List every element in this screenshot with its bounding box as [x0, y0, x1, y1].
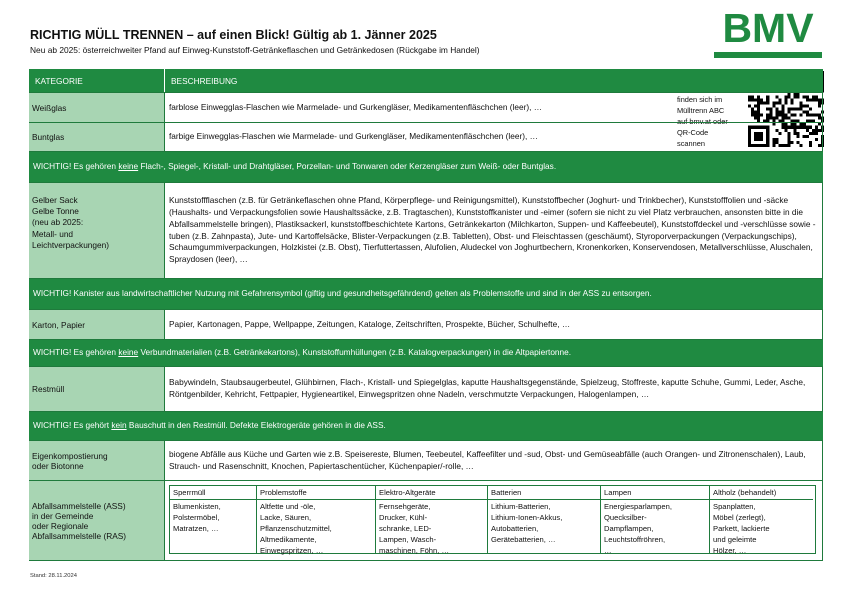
category-restmuell: Restmüll	[29, 367, 164, 411]
warning-glas: WICHTIG! Es gehören keine Flach-, Spiegel-, Kristall- und Drahtgläser, Porzellan- und Tonwaren oder Kerzengläser zum Weiß- oder Buntglas.	[29, 152, 823, 183]
table-header	[29, 69, 823, 93]
ass-col-sperrmuell: Sperrmüll Blumenkisten, Polstermöbel, Matratzen, …	[170, 486, 256, 553]
description-restmuell: Babywindeln, Staubsaugerbeutel, Glühbirnen, Flach-, Kristall- und Spiegelglas, kaputte Haushaltsgegenstände, Spielzeug, Stoffreste, kaputte Schuhe, Gummi, Leder, Asche, Röntgenbilder, Kehricht, Fettpapier, Hygieneartikel, Einwegspritzen ohne Nadeln, verschmutzte Verpackungen, Halogenlampen, …	[164, 367, 823, 411]
header-category: KATEGORIE	[35, 75, 83, 86]
svg-text:BMV: BMV	[722, 8, 814, 51]
warning-papier: WICHTIG! Es gehören keine Verbundmaterialien (z.B. Getränkekartons), Kunststoffumhüllungen (z.B. Katalogverpackungen) in die Altpapiertonne.	[29, 340, 823, 367]
row-buntglas	[29, 123, 823, 152]
ass-col-lampen: Lampen Energiesparlampen, Quecksilber- Dampflampen, Leuchtstoffröhren, …	[600, 486, 709, 553]
ass-col-altholz: Altholz (behandelt) Spanplatten, Möbel (zerlegt), Parkett, lackierte und geleimte Hölzer, …	[709, 486, 813, 553]
category-gelber-sack: Gelber Sack Gelbe Tonne (neu ab 2025: Metall- und Leichtverpackungen)	[29, 183, 164, 278]
warning-kanister: WICHTIG! Kanister aus landwirtschaftlicher Nutzung mit Gefahrensymbol (giftig und gesundheitsgefährdend) gelten als Problemstoffe und sind in der ASS zu entsorgen.	[29, 279, 823, 310]
row-restmuell	[29, 367, 823, 412]
ass-col-batterien: Batterien Lithium-Batterien, Lithium-Ionen-Akkus, Autobatterien, Gerätebatterien, …	[487, 486, 600, 553]
row-ass	[29, 481, 823, 561]
warning-bauschutt: WICHTIG! Es gehört kein Bauschutt in den Restmüll. Defekte Elektrogeräte gehören in die ASS.	[29, 412, 823, 441]
info-text: finden sich im Mülltrenn ABC auf bmv.at oder QR-Code scannen	[677, 95, 728, 148]
header-description: BESCHREIBUNG	[164, 69, 823, 92]
row-gelber-sack	[29, 183, 823, 279]
page-title: RICHTIG MÜLL TRENNEN – auf einen Blick! Gültig ab 1. Jänner 2025	[30, 28, 437, 42]
stand-date: Stand: 28.11.2024	[30, 573, 77, 579]
description-weissglas: farblose Einwegglas-Flaschen wie Marmelade- und Gurkengläser, Medikamentenfläschchen (leer), …	[164, 93, 823, 122]
category-ass: Abfallsammelstelle (ASS) in der Gemeinde oder Regionale Abfallsammelstelle (RAS)	[29, 481, 164, 560]
ass-col-elektro: Elektro-Altgeräte Fernsehgeräte, Drucker, Kühl- schranke, LED- Lampen, Wasch- maschinen, Föhn, …	[375, 486, 487, 553]
page-subtitle: Neu ab 2025: österreichweiter Pfand auf Einweg-Kunststoff-Getränkeflaschen und Getränkedosen (Rückgabe im Handel)	[30, 45, 480, 55]
bmv-logo	[712, 8, 824, 62]
description-bio: biogene Abfälle aus Küche und Garten wie z.B. Speisereste, Blumen, Teebeutel, Kaffeefilter und -sud, Obst- und Gemüseabfälle (auch Orangen- und Zitronenschalen), Laub, Strauch- und Rasenschnitt, Knochen, Papiertaschentücher, Küchenpapier/-rolle, …	[164, 441, 823, 480]
category-buntglas: Buntglas	[29, 123, 164, 151]
description-gelber-sack: Kunststoffflaschen (z.B. für Getränkeflaschen ohne Pfand, Körperpflege- und Reinigungsmittel), Kunststoffbecher (Joghurt- und Trinkbecher), Kunststofffolien und -säcke (Haushalts- und Verpackungsfolien sowie Haushaltssäcke, z.B. Tragtaschen), Kunststoffkanister und -eimer (sofern sie nicht zu viel Platz verbrauchen, ansonsten bitte in die Abfallsammelstelle bringen), Plastiksackerl, kunststoffbeschichtete Kartons, Getränkekarton (Milchkarton, Suppen- und Kaffeebeutel), Kunststoffdeckel und -verschlüsse sowie -tuben (z.B. Zahnpasta), Jute- und Kartoffelsäcke, Blister-Verpackungen (z.B. Tabletten), Obst- und Fleischtassen (geschäumt), Styroporverpackungen (Verpackungschips), Schaumgummiverpackungen, Holzkistei (z.B. Obst), Tierfuttertassen, Alufolien, Aludeckel von Joghurtbechern, Kronenkorken, Konservendosen, Metallverschlüsse, Aluschalen, Spraydosen (leer), …	[164, 183, 823, 278]
description-buntglas: farbige Einwegglas-Flaschen wie Marmelade- und Gurkengläser, Medikamentenfläschchen (leer), …	[164, 123, 823, 151]
row-karton	[29, 310, 823, 340]
category-weissglas: Weißglas	[29, 93, 164, 122]
category-bio: Eigenkompostierung oder Biotonne	[29, 441, 164, 480]
row-weissglas	[29, 93, 823, 123]
description-karton: Papier, Kartonagen, Pappe, Wellpappe, Zeitungen, Kataloge, Zeitschriften, Prospekte, Bücher, Schulhefte, …	[164, 310, 823, 339]
category-karton: Karton, Papier	[29, 310, 164, 339]
row-bio	[29, 441, 823, 481]
ass-grid	[169, 485, 816, 554]
ass-col-problemstoffe: Problemstoffe Altfette und -öle, Lacke, Säuren, Pflanzenschutzmittel, Altmedikamente, Einwegspritzen, …	[256, 486, 375, 553]
